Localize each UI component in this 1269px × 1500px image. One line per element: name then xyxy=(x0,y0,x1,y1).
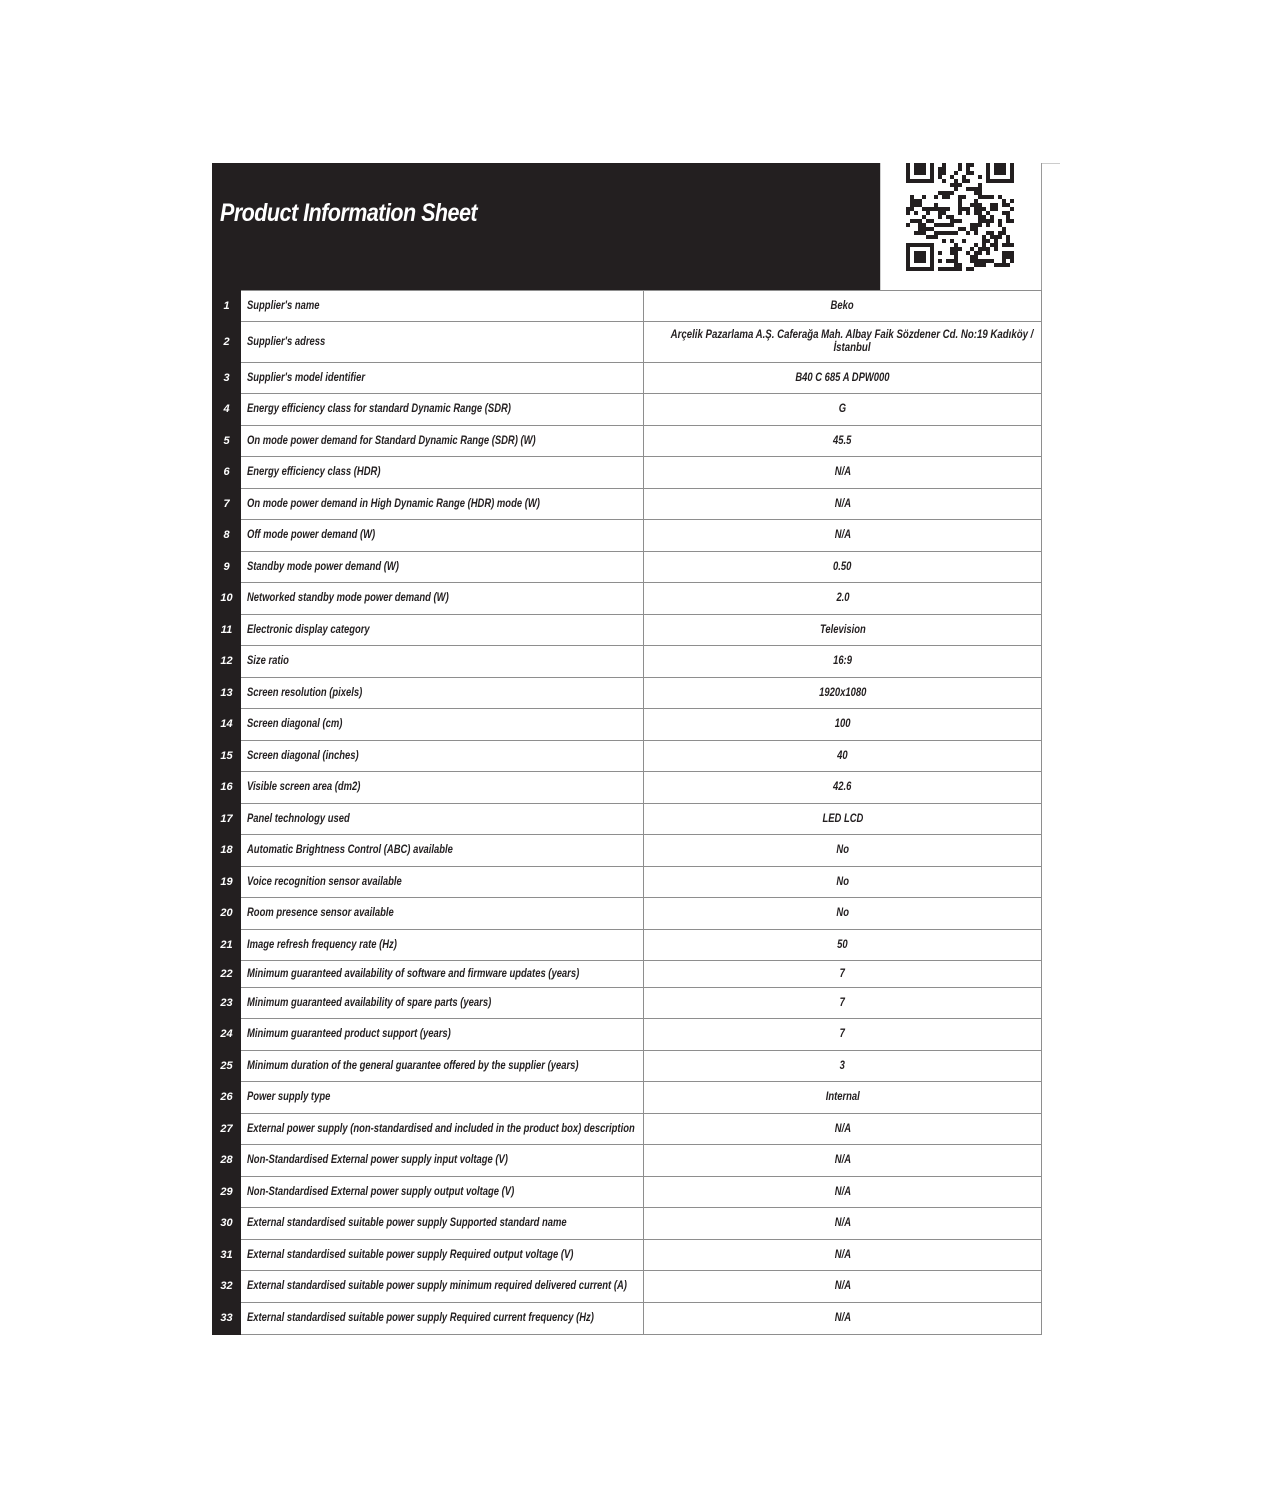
table-row xyxy=(213,1240,1042,1271)
row-label-text: Room presence sensor available xyxy=(247,907,394,919)
row-label xyxy=(241,898,644,930)
row-label-text: Minimum duration of the general guarantee offered by the supplier (years) xyxy=(247,1059,579,1072)
row-number: 18 xyxy=(213,835,241,867)
table-row xyxy=(213,1208,1042,1240)
row-value-text: 1920x1080 xyxy=(818,686,867,699)
row-value xyxy=(644,322,1042,363)
row-value-text: 7 xyxy=(839,996,846,1009)
row-number: 24 xyxy=(213,1019,241,1051)
row-label xyxy=(241,1019,644,1051)
row-value-text: N/A xyxy=(834,466,851,478)
table-row xyxy=(213,615,1042,646)
row-label xyxy=(241,988,644,1019)
row-label-text: External standardised suitable power supply minimum required delivered current (A) xyxy=(247,1280,627,1292)
table-row xyxy=(213,1145,1042,1177)
table-row xyxy=(213,552,1042,583)
row-label-text: Supplier's model identifier xyxy=(247,371,366,384)
row-label-text: External standardised suitable power supply Required current frequency (Hz) xyxy=(247,1312,594,1324)
row-value xyxy=(644,1240,1042,1271)
row-label-text: Supplier's name xyxy=(247,299,320,312)
row-value xyxy=(644,394,1042,426)
row-label xyxy=(241,930,644,961)
row-value-text: 100 xyxy=(834,718,851,730)
row-label-text: Supplier's adress xyxy=(247,335,326,348)
row-label-text: Screen resolution (pixels) xyxy=(247,686,363,699)
row-number: 14 xyxy=(213,709,241,741)
row-label-text: Automatic Brightness Control (ABC) available xyxy=(247,844,453,856)
row-number: 9 xyxy=(213,552,241,583)
row-value xyxy=(644,1271,1042,1303)
row-label-text: Energy efficiency class for standard Dynamic Range (SDR) xyxy=(247,403,511,415)
row-number: 11 xyxy=(213,615,241,646)
row-number: 21 xyxy=(213,930,241,961)
row-number: 31 xyxy=(213,1240,241,1271)
table-row xyxy=(213,489,1042,520)
row-label xyxy=(241,426,644,457)
sheet-header xyxy=(212,163,1042,290)
row-label xyxy=(241,646,644,678)
row-label xyxy=(241,363,644,394)
row-number: 30 xyxy=(213,1208,241,1240)
row-label xyxy=(241,322,644,363)
row-value-text: N/A xyxy=(834,497,851,510)
row-value-text: Internal xyxy=(825,1091,860,1103)
row-label xyxy=(241,520,644,552)
table-row xyxy=(213,1082,1042,1114)
row-value xyxy=(644,961,1042,988)
row-number: 10 xyxy=(213,583,241,615)
row-label xyxy=(241,961,644,988)
row-value-text: 16:9 xyxy=(833,655,852,667)
row-value xyxy=(644,772,1042,804)
row-number: 12 xyxy=(213,646,241,678)
row-label-text: On mode power demand for Standard Dynamic Range (SDR) (W) xyxy=(247,434,536,447)
row-value xyxy=(644,898,1042,930)
row-value-text: B40 C 685 A DPW000 xyxy=(795,371,890,384)
row-value-text: No xyxy=(836,907,849,919)
row-value xyxy=(644,552,1042,583)
table-row xyxy=(213,709,1042,741)
row-number: 26 xyxy=(213,1082,241,1114)
row-label-text: On mode power demand in High Dynamic Range (HDR) mode (W) xyxy=(247,497,540,510)
row-label xyxy=(241,1208,644,1240)
row-value-text: N/A xyxy=(834,1280,851,1292)
row-value xyxy=(644,835,1042,867)
row-value xyxy=(644,930,1042,961)
row-number: 7 xyxy=(213,489,241,520)
row-label-text: External standardised suitable power supply Supported standard name xyxy=(247,1217,567,1229)
row-value xyxy=(644,1177,1042,1208)
row-value-text: 45.5 xyxy=(833,434,852,447)
row-value xyxy=(644,1208,1042,1240)
row-number: 23 xyxy=(213,988,241,1019)
row-number: 32 xyxy=(213,1271,241,1303)
table-row xyxy=(213,741,1042,772)
table-row xyxy=(213,1303,1042,1335)
row-value xyxy=(644,709,1042,741)
row-value-text: No xyxy=(836,844,849,856)
row-label-text: Voice recognition sensor available xyxy=(247,875,402,888)
table-row xyxy=(213,291,1042,322)
row-number: 20 xyxy=(213,898,241,930)
row-value xyxy=(644,489,1042,520)
row-label xyxy=(241,1145,644,1177)
row-number: 5 xyxy=(213,426,241,457)
row-value-text: 7 xyxy=(839,1028,846,1040)
row-number: 22 xyxy=(213,961,241,988)
row-number: 6 xyxy=(213,457,241,489)
row-number: 13 xyxy=(213,678,241,709)
table-row xyxy=(213,835,1042,867)
table-row xyxy=(213,804,1042,835)
table-row xyxy=(213,322,1042,363)
row-label xyxy=(241,678,644,709)
row-label-text: Off mode power demand (W) xyxy=(247,529,376,541)
row-value xyxy=(644,457,1042,489)
row-value xyxy=(644,615,1042,646)
row-value-text: 7 xyxy=(839,967,846,980)
row-value-text: LED LCD xyxy=(822,812,863,825)
divider xyxy=(1042,163,1060,164)
row-label xyxy=(241,1240,644,1271)
row-label-text: Screen diagonal (inches) xyxy=(247,749,359,762)
row-value xyxy=(644,1303,1042,1335)
row-label-text: External power supply (non-standardised and included in the product box) description xyxy=(247,1122,635,1135)
table-row xyxy=(213,520,1042,552)
row-value xyxy=(644,426,1042,457)
qr-code-icon xyxy=(906,163,1020,271)
row-value xyxy=(644,1082,1042,1114)
row-label xyxy=(241,741,644,772)
row-label xyxy=(241,1114,644,1145)
row-value xyxy=(644,1114,1042,1145)
table-row xyxy=(213,1177,1042,1208)
row-value xyxy=(644,583,1042,615)
row-value xyxy=(644,520,1042,552)
row-value-text: N/A xyxy=(834,529,851,541)
row-label xyxy=(241,804,644,835)
row-value-text: 3 xyxy=(839,1059,846,1072)
row-value-text: 40 xyxy=(837,749,848,762)
row-label-text: Minimum guaranteed product support (years) xyxy=(247,1028,451,1040)
spec-table xyxy=(212,290,1042,1335)
row-value xyxy=(644,867,1042,898)
row-label-text: Power supply type xyxy=(247,1091,331,1103)
row-value-text: 42.6 xyxy=(833,781,852,793)
row-value-text: Arçelik Pazarlama A.Ş. Caferağa Mah. Albay Faik Sözdener Cd. No:19 Kadıköy / İstanbul xyxy=(670,329,1034,354)
row-label-text: Minimum guaranteed availability of spare parts (years) xyxy=(247,996,492,1009)
row-value-text: 0.50 xyxy=(833,560,852,573)
row-label-text: Screen diagonal (cm) xyxy=(247,718,343,730)
table-row xyxy=(213,988,1042,1019)
table-row xyxy=(213,678,1042,709)
row-value xyxy=(644,741,1042,772)
row-number: 3 xyxy=(213,363,241,394)
row-value-text: N/A xyxy=(834,1154,851,1166)
row-value xyxy=(644,1019,1042,1051)
table-row xyxy=(213,394,1042,426)
row-label xyxy=(241,1303,644,1335)
row-label xyxy=(241,867,644,898)
row-label-text: Non-Standardised External power supply input voltage (V) xyxy=(247,1154,508,1166)
row-value-text: G xyxy=(838,403,847,415)
row-label-text: Size ratio xyxy=(247,655,289,667)
row-label-text: Standby mode power demand (W) xyxy=(247,560,399,573)
row-number: 28 xyxy=(213,1145,241,1177)
row-label xyxy=(241,1082,644,1114)
row-label-text: Image refresh frequency rate (Hz) xyxy=(247,938,397,951)
table-row xyxy=(213,1271,1042,1303)
row-number: 33 xyxy=(213,1303,241,1335)
qr-code-panel xyxy=(880,163,1042,290)
row-label xyxy=(241,1271,644,1303)
table-row xyxy=(213,457,1042,489)
row-number: 2 xyxy=(213,322,241,363)
row-label-text: Energy efficiency class (HDR) xyxy=(247,466,381,478)
table-row xyxy=(213,583,1042,615)
row-number: 1 xyxy=(213,291,241,322)
table-row xyxy=(213,1051,1042,1082)
row-number: 19 xyxy=(213,867,241,898)
row-label xyxy=(241,709,644,741)
row-label xyxy=(241,583,644,615)
row-value-text: Beko xyxy=(830,299,855,312)
row-label-text: Visible screen area (dm2) xyxy=(247,781,361,793)
row-number: 16 xyxy=(213,772,241,804)
row-value-text: N/A xyxy=(834,1248,851,1261)
row-label xyxy=(241,615,644,646)
table-row xyxy=(213,772,1042,804)
row-label xyxy=(241,835,644,867)
row-label xyxy=(241,552,644,583)
row-label xyxy=(241,394,644,426)
row-value-text: N/A xyxy=(834,1185,851,1198)
table-row xyxy=(213,426,1042,457)
row-value xyxy=(644,804,1042,835)
row-value xyxy=(644,291,1042,322)
table-row xyxy=(213,1019,1042,1051)
row-label xyxy=(241,772,644,804)
table-row xyxy=(213,1114,1042,1145)
row-value xyxy=(644,1051,1042,1082)
row-label xyxy=(241,489,644,520)
row-label-text: Networked standby mode power demand (W) xyxy=(247,592,449,604)
table-row xyxy=(213,961,1042,988)
row-label-text: Non-Standardised External power supply output voltage (V) xyxy=(247,1185,515,1198)
table-row xyxy=(213,898,1042,930)
row-label-text: Panel technology used xyxy=(247,812,350,825)
row-value xyxy=(644,1145,1042,1177)
row-value-text: N/A xyxy=(834,1122,851,1135)
row-number: 17 xyxy=(213,804,241,835)
row-number: 4 xyxy=(213,394,241,426)
row-label xyxy=(241,1177,644,1208)
row-value xyxy=(644,363,1042,394)
row-value-text: No xyxy=(836,875,849,888)
product-information-sheet xyxy=(212,163,1042,1335)
row-label xyxy=(241,291,644,322)
table-row xyxy=(213,646,1042,678)
row-label-text: External standardised suitable power supply Required output voltage (V) xyxy=(247,1248,574,1261)
row-label xyxy=(241,1051,644,1082)
table-row xyxy=(213,363,1042,394)
row-value-text: 50 xyxy=(837,938,848,951)
row-value-text: N/A xyxy=(834,1312,851,1324)
row-value-text: Television xyxy=(819,623,866,636)
row-value xyxy=(644,678,1042,709)
table-row xyxy=(213,930,1042,961)
row-number: 29 xyxy=(213,1177,241,1208)
row-number: 8 xyxy=(213,520,241,552)
row-number: 15 xyxy=(213,741,241,772)
row-label-text: Minimum guaranteed availability of software and firmware updates (years) xyxy=(247,967,580,980)
row-value xyxy=(644,988,1042,1019)
row-label-text: Electronic display category xyxy=(247,623,370,636)
table-row xyxy=(213,867,1042,898)
row-value-text: N/A xyxy=(834,1217,851,1229)
row-value xyxy=(644,646,1042,678)
sheet-title: Product Information Sheet xyxy=(220,199,478,227)
row-label xyxy=(241,457,644,489)
row-number: 27 xyxy=(213,1114,241,1145)
row-value-text: 2.0 xyxy=(835,592,850,604)
row-number: 25 xyxy=(213,1051,241,1082)
